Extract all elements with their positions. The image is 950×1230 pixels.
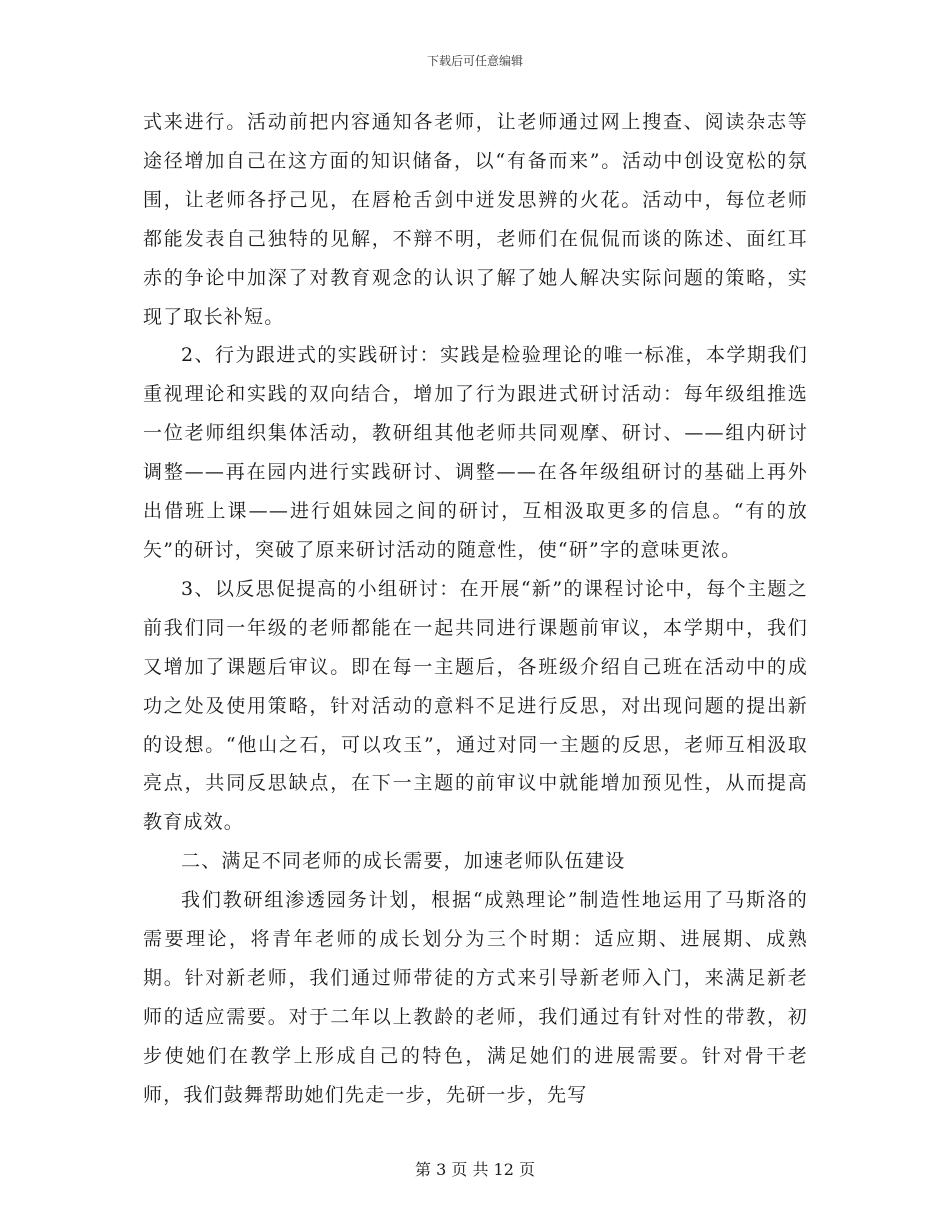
- page-header: 下载后可任意编辑: [426, 54, 523, 68]
- paragraph-teacher-growth: 我们教研组渗透园务计划，根据“成熟理论”制造性地运用了马斯洛的需要理论，将青年老师的成长划分为三个时期：适应期、进展期、成熟期。针对新老师，我们通过师带徒的方式来引导新老师入门，来满足新老师的适应需要。对于二年以上教龄的老师，我们通过有针对性的带教，初步使她们在教学上形成自己的特色，满足她们的进展需要。针对骨干老师，我们鼓舞帮助她们先走一步，先研一步，先写: [143, 889, 808, 1106]
- section-heading-teacher-growth: 二、满足不同老师的成长需要，加速老师队伍建设: [181, 850, 626, 873]
- page-number-footer: 第 3 页 共 12 页: [415, 1160, 535, 1179]
- paragraph-practice-research: 2、行为跟进式的实践研讨：实践是检验理论的唯一标准，本学期我们重视理论和实践的双向结合，增加了行为跟进式研讨活动：每年级组推选一位老师组织集体活动，教研组其他老师共同观摩、研讨、——组内研讨调整——再在园内进行实践研讨、调整——在各年级组研讨的基础上再外出借班上课——进行姐妹园之间的研讨，互相汲取更多的信息。“有的放矢”的研讨，突破了原来研讨活动的随意性，使“研”字的意味更浓。: [143, 344, 808, 561]
- paragraph-activity-method: 式来进行。活动前把内容通知各老师，让老师通过网上搜查、阅读杂志等途径增加自己在这方面的知识储备，以“有备而来”。活动中创设宽松的氛围，让老师各抒己见，在唇枪舌剑中迸发思辨的火花。活动中，每位老师都能发表自己独特的见解，不辩不明，老师们在侃侃而谈的陈述、面红耳赤的争论中加深了对教育观念的认识了解了她人解决实际问题的策略，实现了取长补短。: [143, 111, 808, 328]
- document-body: [143, 103, 808, 1115]
- paragraph-reflection-research: 3、以反思促提高的小组研讨：在开展“新”的课程讨论中，每个主题之前我们同一年级的老师都能在一起共同进行课题前审议，本学期中，我们又增加了课题后审议。即在每一主题后，各班级介绍自己班在活动中的成功之处及使用策略，针对活动的意料不足进行反思，对出现问题的提出新的设想。“他山之石，可以攻玉”，通过对同一主题的反思，老师互相汲取亮点，共同反思缺点，在下一主题的前审议中就能增加预见性，从而提高教育成效。: [143, 577, 808, 834]
